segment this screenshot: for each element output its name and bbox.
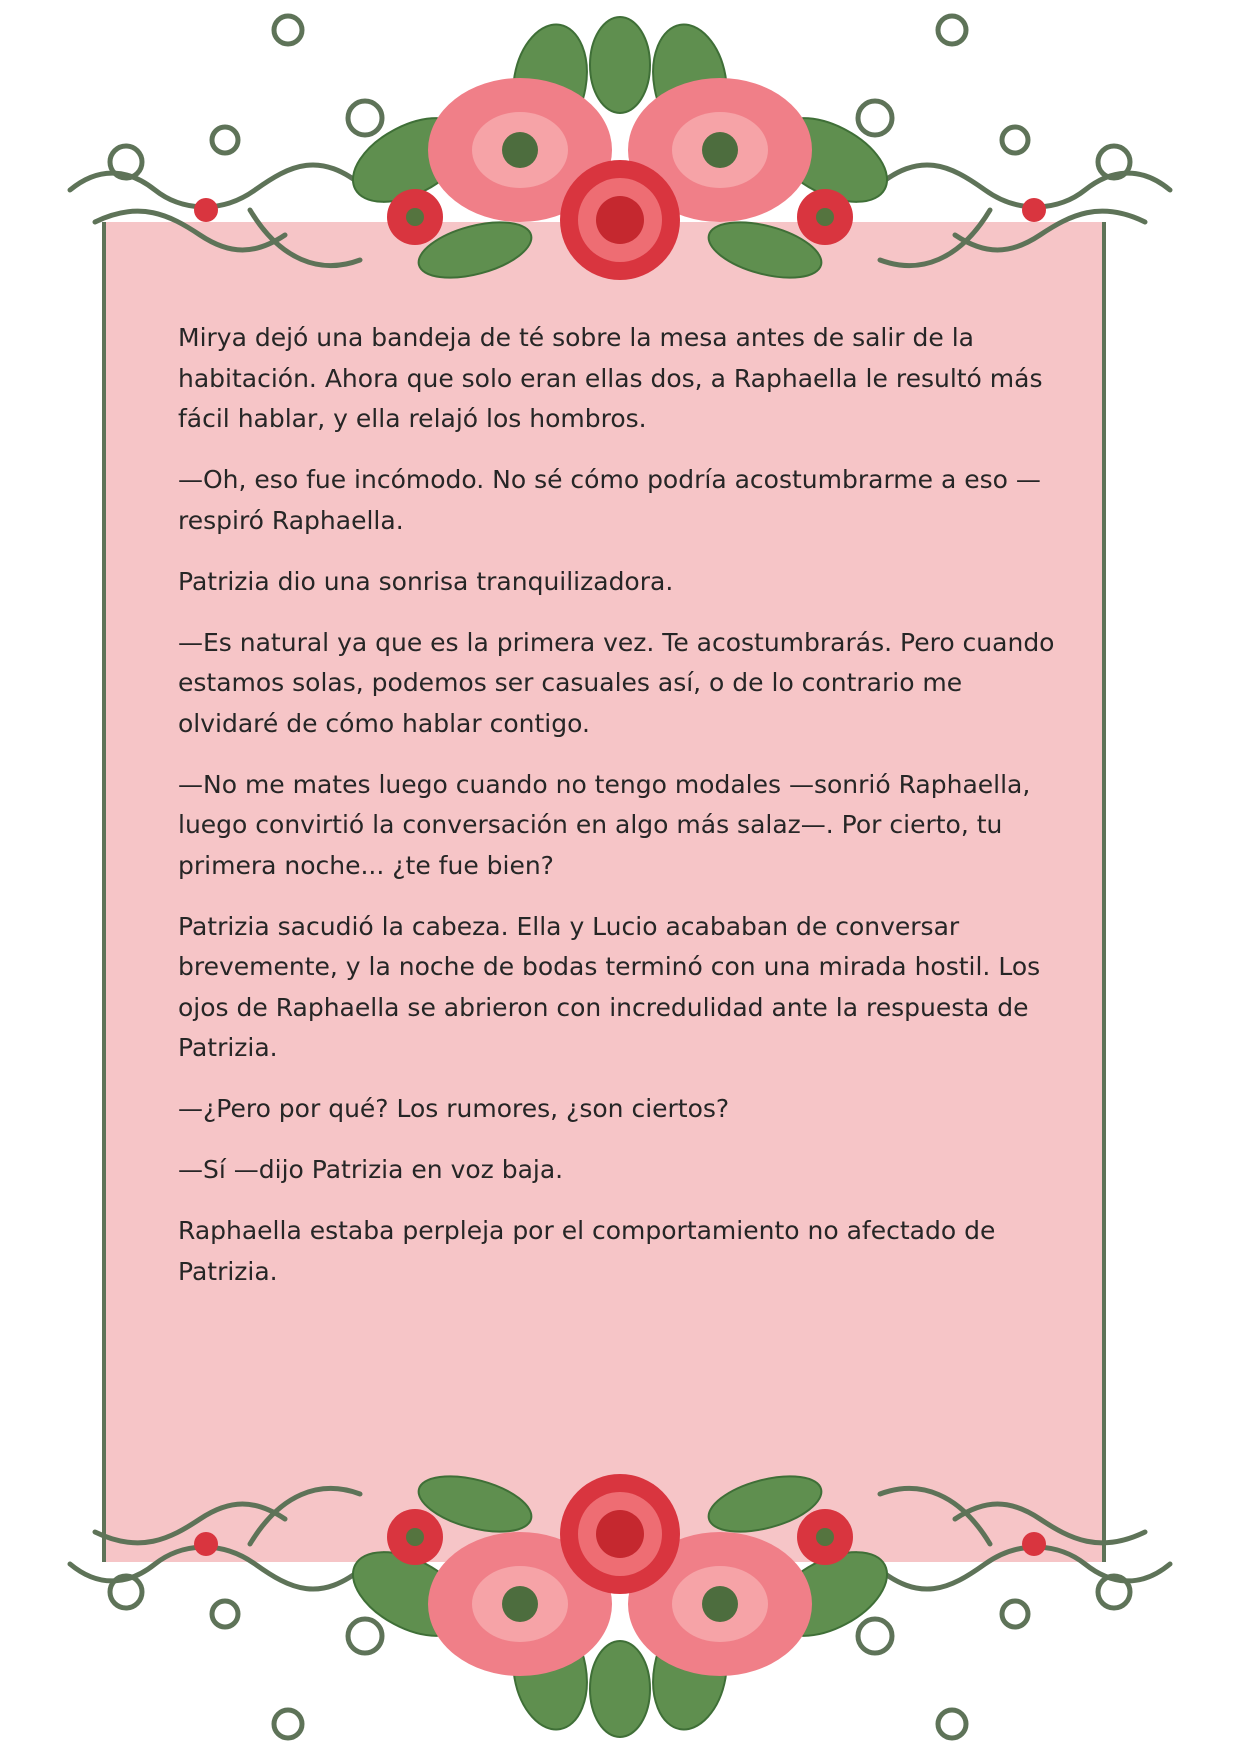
paragraph-6: Patrizia sacudió la cabeza. Ella y Lucio acababan de conversar brevemente, y la noche de bodas terminó con una mirada hostil. Los ojos de Raphaella se abrieron con incredulidad ante la respuesta de Patrizia.	[178, 911, 1041, 1062]
paragraph-8: —Sí —dijo Patrizia en voz baja.	[178, 1155, 564, 1184]
top-floral-ornament	[0, 0, 1240, 330]
story-text	[178, 318, 1058, 1313]
paragraph-7: —¿Pero por qué? Los rumores, ¿son ciertos?	[178, 1094, 730, 1123]
paragraph-2: —Oh, eso fue incómodo. No sé cómo podría acostumbrarme a eso — respiró Raphaella.	[178, 465, 1041, 535]
red-roses	[194, 160, 1046, 280]
paragraph-9: Raphaella estaba perpleja por el comportamiento no afectado de Patrizia.	[178, 1216, 996, 1286]
paragraph-1: Mirya dejó una bandeja de té sobre la mesa antes de salir de la habitación. Ahora que solo eran ellas dos, a Raphaella le resultó más fácil hablar, y ella relajó los hombros.	[178, 323, 1043, 433]
red-roses	[194, 1474, 1046, 1594]
bottom-floral-ornament	[0, 1424, 1240, 1754]
paragraph-5: —No me mates luego cuando no tengo modales —sonrió Raphaella, luego convirtió la conversación en algo más salaz—. Por cierto, tu primera noche... ¿te fue bien?	[178, 769, 1031, 880]
paragraph-4: —Es natural ya que es la primera vez. Te acostumbrarás. Pero cuando estamos solas, podemos ser casuales así, o de lo contrario me olvidaré de cómo hablar contigo.	[178, 627, 1055, 738]
paragraph-3: Patrizia dio una sonrisa tranquilizadora.	[178, 566, 674, 596]
